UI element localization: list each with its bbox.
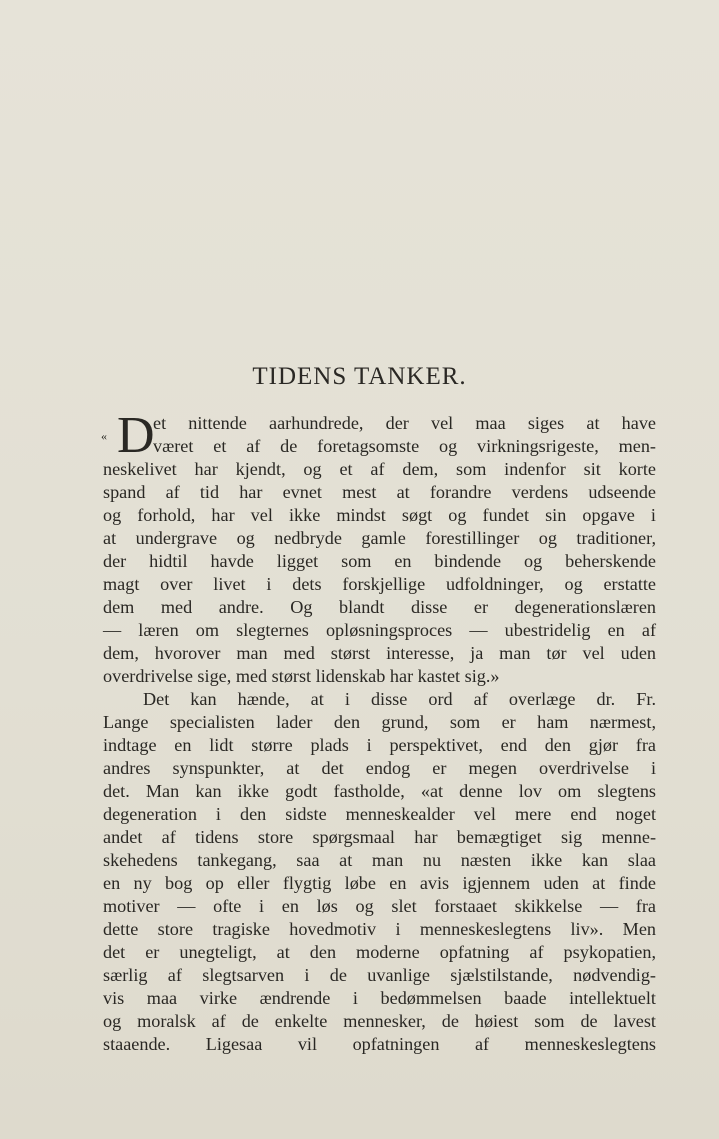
body-text <box>101 407 656 1056</box>
text-line: andet af tidens store spørgsmaal har bemægtiget sig menne- <box>103 827 656 847</box>
text-line: dette store tragiske hovedmotiv i menneskeslegtens liv». Men <box>103 919 656 939</box>
text-line: været et af de foretagsomste og virkningsrigeste, men- <box>153 436 656 456</box>
text-line: Lange specialisten lader den grund, som er ham nærmest, <box>103 712 656 732</box>
text-line: — læren om slegternes opløsningsproces — ubestridelig en af <box>103 620 656 640</box>
text-line: en ny bog op eller flygtig løbe en avis igjennem uden at finde <box>103 873 656 893</box>
text-line: der hidtil havde ligget som en bindende og beherskende <box>103 551 656 571</box>
text-line: staaende. Ligesaa vil opfatningen af menneskeslegtens <box>103 1034 656 1054</box>
drop-cap: D <box>117 407 155 464</box>
text-line: neskelivet har kjendt, og et af dem, som indenfor sit korte <box>103 459 656 479</box>
text-line: Det kan hænde, at i disse ord af overlæge dr. Fr. <box>143 689 656 709</box>
text-line: degeneration i den sidste menneskealder vel mere end noget <box>103 804 656 824</box>
text-line: motiver — ofte i en løs og slet forstaaet skikkelse — fra <box>103 896 656 916</box>
text-line: og forhold, har vel ikke mindst søgt og fundet sin opgave i <box>103 505 656 525</box>
text-line: dem med andre. Og blandt disse er degenerationslæren <box>103 597 656 617</box>
opening-quote: « <box>101 429 107 443</box>
text-line: et nittende aarhundrede, der vel maa siges at have <box>153 413 656 433</box>
text-line: spand af tid har evnet mest at forandre verdens udseende <box>103 482 656 502</box>
text-line: særlig af slegtsarven i de uvanlige sjælstilstande, nødvendig- <box>103 965 656 985</box>
text-line: det. Man kan ikke godt fastholde, «at denne lov om slegtens <box>103 781 656 801</box>
text-line: skehedens tankegang, saa at man nu næsten ikke kan slaa <box>103 850 656 870</box>
text-line: indtage en lidt større plads i perspektivet, end den gjør fra <box>103 735 656 755</box>
text-line: vis maa virke ændrende i bedømmelsen baade intellektuelt <box>103 988 656 1008</box>
page-title: TIDENS TANKER. <box>252 363 467 390</box>
text-line: det er unegteligt, at den moderne opfatning af psykopatien, <box>103 942 656 962</box>
text-line: andres synspunkter, at det endog er megen overdrivelse i <box>103 758 656 778</box>
text-line: og moralsk af de enkelte mennesker, de høiest som de lavest <box>103 1011 656 1031</box>
text-line: at undergrave og nedbryde gamle forestillinger og traditioner, <box>103 528 656 548</box>
text-line: overdrivelse sige, med størst lidenskab har kastet sig.» <box>103 666 500 686</box>
text-line: dem, hvorover man med størst interesse, ja man tør vel uden <box>103 643 656 663</box>
text-line: magt over livet i dets forskjellige udfoldninger, og erstatte <box>103 574 656 594</box>
